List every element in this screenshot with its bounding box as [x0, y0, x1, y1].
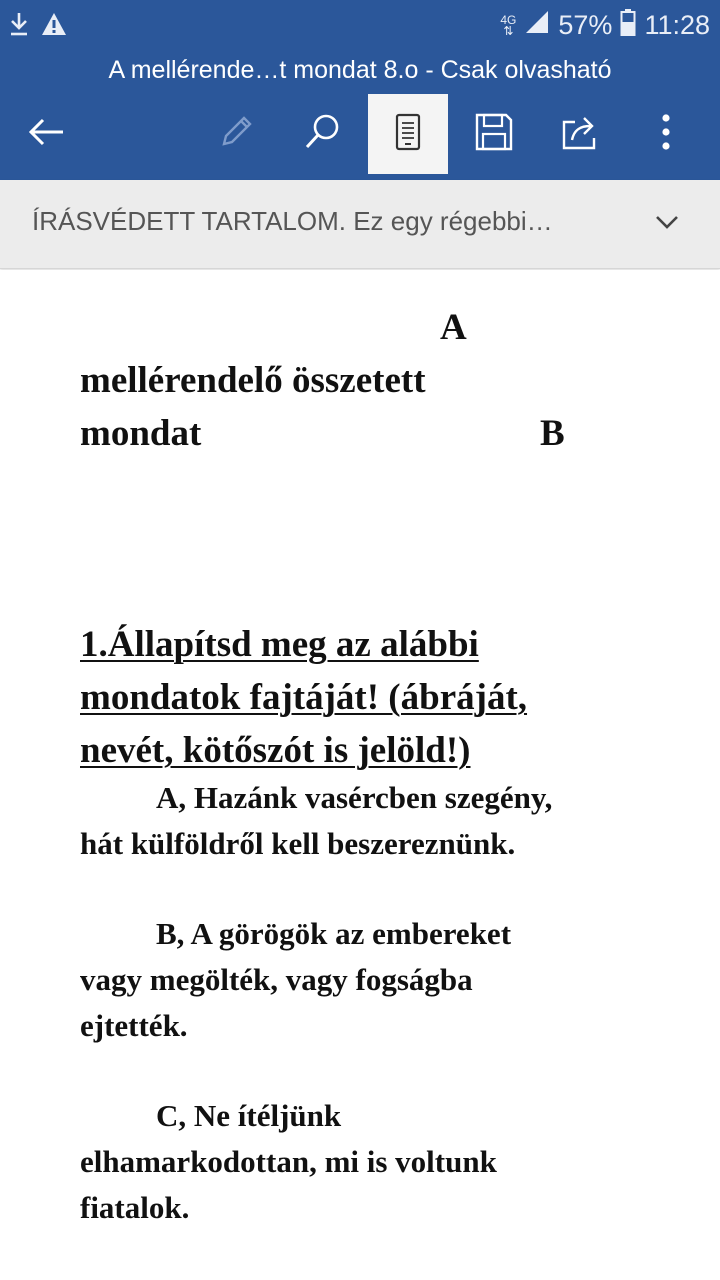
document-title: A mellérende…t mondat 8.o - Csak olvasható: [0, 50, 720, 90]
back-arrow-icon: [26, 116, 66, 152]
heading-line-2: mellérendelő összetett: [80, 360, 426, 401]
document-page: [0, 270, 720, 1280]
battery-icon: [620, 8, 636, 43]
sentence-a-line-1: A, Hazánk vasércben szegény,: [156, 780, 553, 815]
sentence-c-line-3: fiatalok.: [80, 1190, 190, 1225]
save-icon: [474, 112, 514, 156]
signal-icon: [524, 9, 550, 42]
sentence-b-line-1: B, A görögök az embereket: [156, 916, 512, 951]
more-icon: [661, 112, 671, 156]
network-type: 4G ⇅: [500, 12, 517, 38]
clock: 11:28: [644, 10, 710, 40]
heading-b: B: [540, 413, 565, 454]
heading-a: A: [440, 307, 467, 348]
search-icon: [302, 112, 342, 156]
sentence-c-line-2: elhamarkodottan, mi is voltunk: [80, 1144, 497, 1179]
save-button[interactable]: [454, 94, 534, 174]
sentence-c-line-1: C, Ne ítéljünk: [156, 1098, 342, 1133]
read-only-banner[interactable]: [0, 180, 720, 269]
sentence-b-line-2: vagy megölték, vagy fogságba: [80, 962, 473, 997]
task-line-3: nevét, kötőszót is jelöld!): [80, 730, 471, 771]
task-line-2: mondatok fajtáját! (ábráját,: [80, 677, 528, 718]
toolbar: [0, 90, 720, 180]
sentence-b-line-3: ejtették.: [80, 1008, 188, 1043]
task-line-1: 1.Állapítsd meg az alábbi: [80, 624, 479, 665]
mobile-view-button[interactable]: [368, 94, 448, 174]
search-button[interactable]: [282, 94, 362, 174]
heading-line-3: mondat: [80, 413, 202, 454]
mobile-view-icon: [393, 112, 423, 156]
back-button[interactable]: [6, 94, 86, 174]
more-options-button[interactable]: [626, 94, 706, 174]
share-icon: [560, 112, 600, 156]
sentence-a-line-2: hát külföldről kell beszereznünk.: [80, 826, 516, 861]
edit-pencil-icon: [216, 112, 256, 156]
edit-button[interactable]: [196, 94, 276, 174]
banner-text: ÍRÁSVÉDETT TARTALOM. Ez egy régebbi…: [32, 206, 553, 236]
download-icon: [8, 10, 30, 42]
warning-icon: [40, 11, 68, 41]
battery-percent: 57%: [558, 10, 613, 40]
share-button[interactable]: [540, 94, 620, 174]
chevron-down-icon[interactable]: [654, 214, 680, 234]
status-bar: [0, 0, 720, 50]
